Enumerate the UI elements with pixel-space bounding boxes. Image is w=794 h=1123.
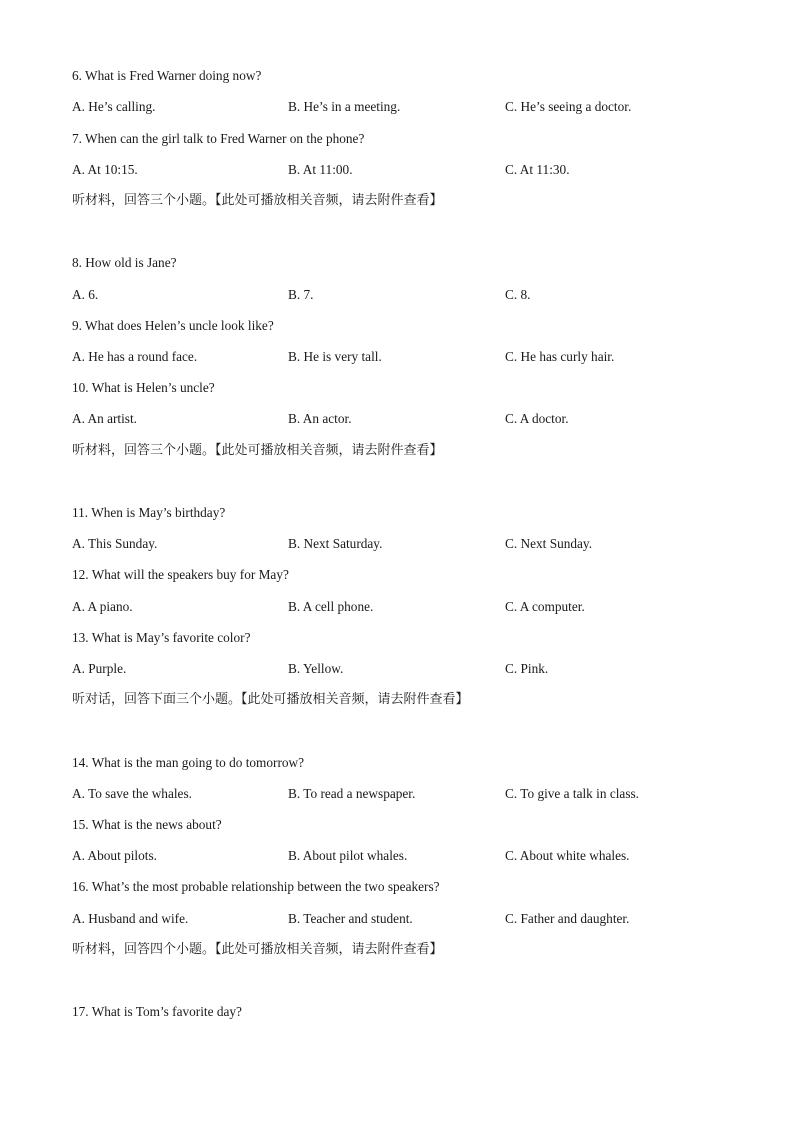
question-12: 12. What will the speakers buy for May? bbox=[72, 567, 289, 582]
option-7a: A. At 10:15. bbox=[72, 162, 138, 177]
option-13c: C. Pink. bbox=[505, 661, 549, 676]
question-17: 17. What is Tom’s favorite day? bbox=[72, 1004, 242, 1019]
option-8a: A. 6. bbox=[72, 287, 99, 302]
option-12a: A. A piano. bbox=[72, 599, 133, 614]
option-8b: B. 7. bbox=[288, 287, 314, 302]
question-7: 7. When can the girl talk to Fred Warner on the phone? bbox=[72, 131, 365, 146]
option-6b: B. He’s in a meeting. bbox=[288, 99, 401, 114]
listening-instruction-1: 听材料，回答三个小题。【此处可播放相关音频，请去附件查看】 bbox=[72, 193, 443, 208]
option-7b: B. At 11:00. bbox=[288, 162, 353, 177]
option-14b: B. To read a newspaper. bbox=[288, 786, 416, 801]
option-11b: B. Next Saturday. bbox=[288, 536, 383, 551]
option-14c: C. To give a talk in class. bbox=[505, 786, 639, 801]
option-6a: A. He’s calling. bbox=[72, 99, 156, 114]
option-9b: B. He is very tall. bbox=[288, 349, 382, 364]
option-12b: B. A cell phone. bbox=[288, 599, 374, 614]
option-15c: C. About white whales. bbox=[505, 848, 630, 863]
option-13a: A. Purple. bbox=[72, 661, 127, 676]
option-11c: C. Next Sunday. bbox=[505, 536, 593, 551]
option-8c: C. 8. bbox=[505, 287, 531, 302]
listening-instruction-2: 听材料，回答三个小题。【此处可播放相关音频，请去附件查看】 bbox=[72, 443, 443, 458]
listening-instruction-4: 听材料，回答四个小题。【此处可播放相关音频，请去附件查看】 bbox=[72, 942, 443, 957]
option-13b: B. Yellow. bbox=[288, 661, 344, 676]
option-10b: B. An actor. bbox=[288, 411, 352, 426]
option-9a: A. He has a round face. bbox=[72, 349, 198, 364]
option-16c: C. Father and daughter. bbox=[505, 911, 630, 926]
question-11: 11. When is May’s birthday? bbox=[72, 505, 226, 520]
option-15a: A. About pilots. bbox=[72, 848, 157, 863]
question-15: 15. What is the news about? bbox=[72, 817, 222, 832]
listening-instruction-3: 听对话，回答下面三个小题。【此处可播放相关音频，请去附件查看】 bbox=[72, 692, 469, 707]
option-7c: C. At 11:30. bbox=[505, 162, 570, 177]
question-8: 8. How old is Jane? bbox=[72, 255, 177, 270]
question-10: 10. What is Helen’s uncle? bbox=[72, 380, 215, 395]
option-6c: C. He’s seeing a doctor. bbox=[505, 99, 632, 114]
option-16b: B. Teacher and student. bbox=[288, 911, 413, 926]
option-12c: C. A computer. bbox=[505, 599, 585, 614]
option-11a: A. This Sunday. bbox=[72, 536, 158, 551]
option-14a: A. To save the whales. bbox=[72, 786, 192, 801]
option-15b: B. About pilot whales. bbox=[288, 848, 408, 863]
question-6: 6. What is Fred Warner doing now? bbox=[72, 68, 262, 83]
option-16a: A. Husband and wife. bbox=[72, 911, 189, 926]
question-9: 9. What does Helen’s uncle look like? bbox=[72, 318, 274, 333]
question-16: 16. What’s the most probable relationship between the two speakers? bbox=[72, 879, 440, 894]
option-10a: A. An artist. bbox=[72, 411, 138, 426]
option-10c: C. A doctor. bbox=[505, 411, 569, 426]
option-9c: C. He has curly hair. bbox=[505, 349, 615, 364]
question-14: 14. What is the man going to do tomorrow? bbox=[72, 755, 305, 770]
question-13: 13. What is May’s favorite color? bbox=[72, 630, 251, 645]
